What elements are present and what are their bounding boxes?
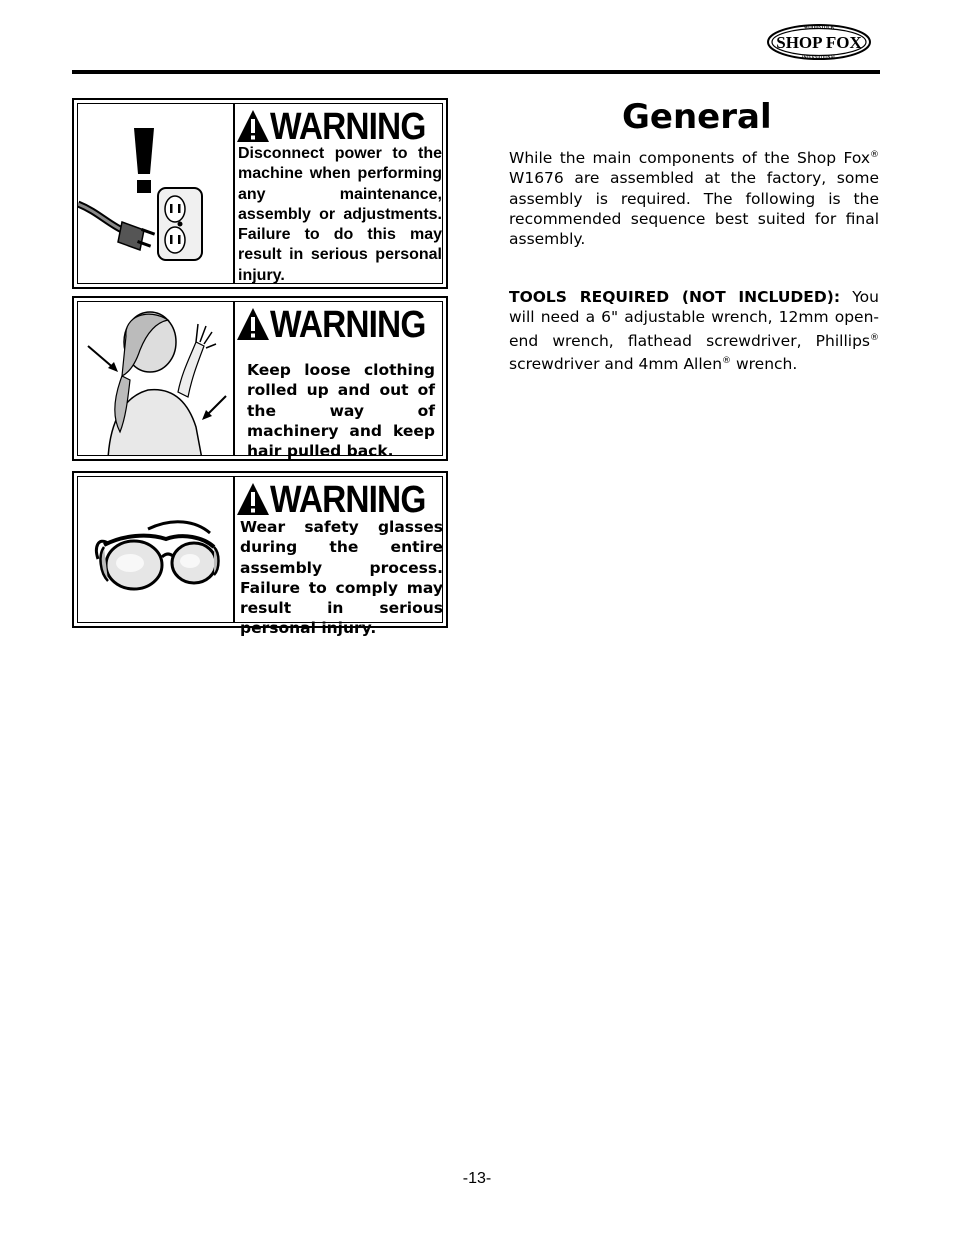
warning-heading: WARNING bbox=[270, 304, 426, 346]
page-number: -13- bbox=[462, 1170, 492, 1187]
tools-text-2: screwdriver and 4mm Allen bbox=[509, 354, 723, 373]
section-title: General bbox=[622, 97, 772, 137]
tools-text-3: wrench. bbox=[731, 354, 798, 373]
registered-mark: ® bbox=[722, 355, 732, 366]
general-intro-paragraph bbox=[509, 145, 879, 249]
warning-message: Wear safety glasses during the entire assembly process. Failure to comply may result in serious personal injury. bbox=[240, 518, 443, 638]
warning-header bbox=[236, 481, 450, 519]
warning-header bbox=[236, 108, 450, 146]
plug-outlet-illustration bbox=[78, 104, 235, 283]
warning-header bbox=[236, 306, 450, 344]
header-rule bbox=[72, 70, 880, 74]
intro-text-before: While the main components of the Shop Fox bbox=[509, 149, 870, 167]
warning-heading: WARNING bbox=[270, 106, 426, 148]
logo-top-text: WOODSTOCK bbox=[803, 24, 835, 30]
warning-triangle-icon bbox=[236, 306, 270, 342]
tools-required-paragraph bbox=[509, 287, 879, 374]
warning-triangle-icon bbox=[236, 481, 270, 517]
logo-bottom-text: INTERNATIONAL bbox=[802, 54, 836, 60]
registered-mark: ® bbox=[870, 150, 879, 160]
warning-box-power bbox=[72, 98, 448, 289]
warning-box-clothing bbox=[72, 296, 448, 461]
warning-triangle-icon bbox=[236, 108, 270, 144]
warning-heading: WARNING bbox=[270, 479, 426, 521]
warning-box-glasses bbox=[72, 471, 448, 638]
tools-text-1: You will need a 6" adjustable wrench, 12mm open-end wrench, flathead screwdriver, Phillips bbox=[509, 288, 879, 350]
warning-message: Disconnect power to the machine when performing any maintenance, assembly or adjustments. Failure to do this may result in serious personal injury. bbox=[238, 145, 442, 284]
intro-text-after: W1676 are assembled at the factory, some assembly is required. The following is the recommended sequence best suited for final assembly. bbox=[509, 169, 879, 249]
registered-mark: ® bbox=[870, 332, 879, 343]
safety-glasses-illustration bbox=[78, 477, 235, 622]
tools-label: TOOLS REQUIRED (NOT INCLUDED): bbox=[509, 288, 841, 306]
logo-main-text: SHOP FOX bbox=[776, 33, 862, 52]
warning-message: Keep loose clothing rolled up and out of the way of machinery and keep hair pulled back. bbox=[247, 361, 435, 461]
woman-hair-illustration bbox=[78, 302, 235, 455]
shop-fox-logo bbox=[766, 22, 872, 62]
